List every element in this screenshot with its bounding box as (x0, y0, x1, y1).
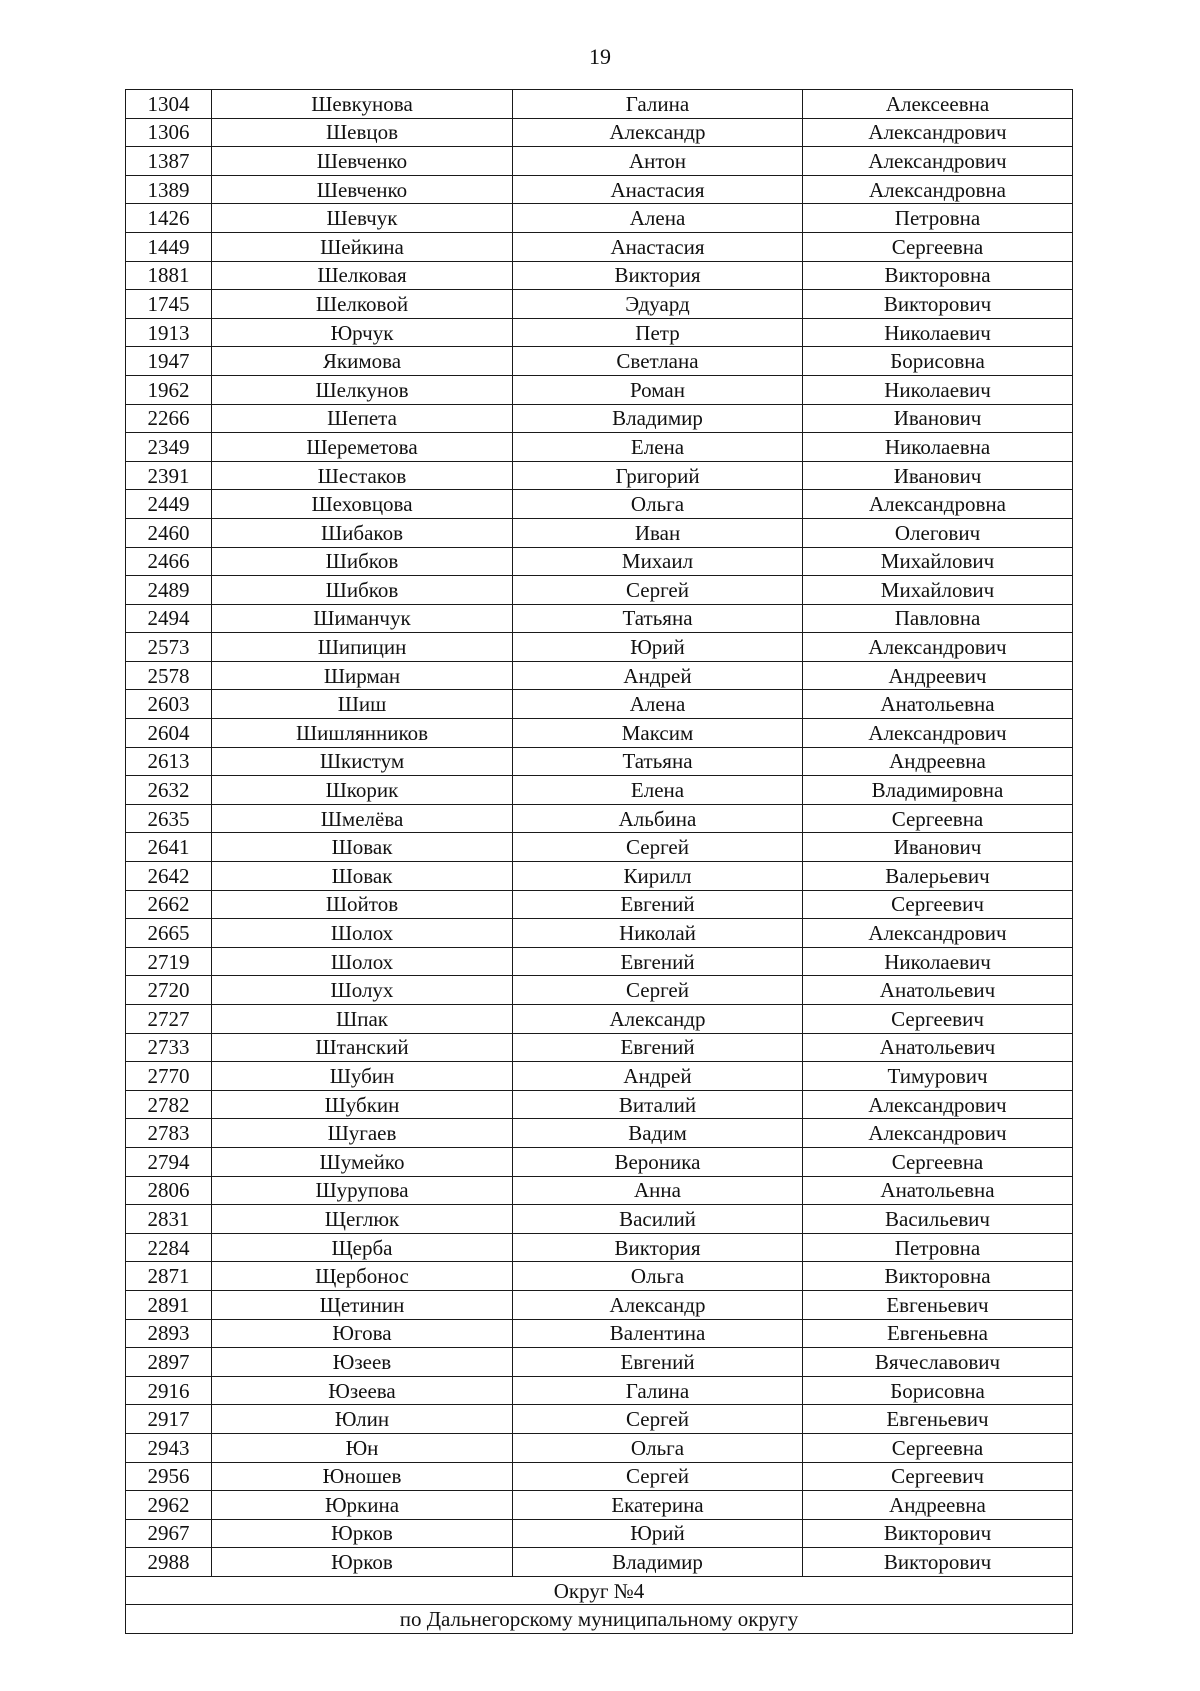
last-name: Шиш (212, 690, 513, 719)
table-row (126, 404, 1073, 433)
last-name: Шейкина (212, 232, 513, 261)
record-number: 2794 (126, 1147, 212, 1176)
first-name: Екатерина (513, 1491, 803, 1520)
table-row (126, 1233, 1073, 1262)
patronymic: Николаевич (803, 375, 1073, 404)
first-name: Евгений (513, 1348, 803, 1377)
table-row (126, 1147, 1073, 1176)
section-title-row (126, 1576, 1073, 1605)
table-row (126, 433, 1073, 462)
last-name: Шелковой (212, 290, 513, 319)
record-number: 2727 (126, 1005, 212, 1034)
first-name: Альбина (513, 804, 803, 833)
first-name: Виктория (513, 1233, 803, 1262)
first-name: Сергей (513, 833, 803, 862)
first-name: Михаил (513, 547, 803, 576)
patronymic: Викторовна (803, 261, 1073, 290)
patronymic: Викторович (803, 290, 1073, 319)
last-name: Шурупова (212, 1176, 513, 1205)
table-row (126, 576, 1073, 605)
record-number: 2967 (126, 1519, 212, 1548)
patronymic: Павловна (803, 604, 1073, 633)
patronymic: Иванович (803, 404, 1073, 433)
patronymic: Александрович (803, 719, 1073, 748)
page-number: 19 (589, 44, 611, 69)
patronymic: Сергеевна (803, 804, 1073, 833)
first-name: Кирилл (513, 862, 803, 891)
record-number: 2988 (126, 1548, 212, 1577)
patronymic: Михайлович (803, 547, 1073, 576)
first-name: Андрей (513, 661, 803, 690)
table-row (126, 604, 1073, 633)
patronymic: Александрович (803, 118, 1073, 147)
table-row (126, 1119, 1073, 1148)
first-name: Антон (513, 147, 803, 176)
first-name: Евгений (513, 1033, 803, 1062)
first-name: Андрей (513, 1062, 803, 1091)
table-row (126, 318, 1073, 347)
patronymic: Николаевна (803, 433, 1073, 462)
roster-table (125, 89, 1073, 1634)
record-number: 2573 (126, 633, 212, 662)
last-name: Юн (212, 1433, 513, 1462)
table-row (126, 1319, 1073, 1348)
record-number: 2613 (126, 747, 212, 776)
section-subtitle-row (126, 1605, 1073, 1634)
first-name: Петр (513, 318, 803, 347)
first-name: Елена (513, 776, 803, 805)
table-row (126, 1462, 1073, 1491)
first-name: Роман (513, 375, 803, 404)
last-name: Шепета (212, 404, 513, 433)
last-name: Шкорик (212, 776, 513, 805)
last-name: Шовак (212, 862, 513, 891)
first-name: Сергей (513, 1462, 803, 1491)
first-name: Эдуард (513, 290, 803, 319)
last-name: Шумейко (212, 1147, 513, 1176)
last-name: Щерба (212, 1233, 513, 1262)
record-number: 2578 (126, 661, 212, 690)
patronymic: Евгеньевич (803, 1290, 1073, 1319)
patronymic: Тимурович (803, 1062, 1073, 1091)
record-number: 1426 (126, 204, 212, 233)
section-title: Округ №4 (126, 1576, 1073, 1605)
patronymic: Иванович (803, 833, 1073, 862)
patronymic: Викторовна (803, 1262, 1073, 1291)
last-name: Шишлянников (212, 719, 513, 748)
last-name: Юзеев (212, 1348, 513, 1377)
record-number: 2460 (126, 518, 212, 547)
record-number: 1387 (126, 147, 212, 176)
patronymic: Вячеславович (803, 1348, 1073, 1377)
table-row (126, 1433, 1073, 1462)
patronymic: Андреевна (803, 747, 1073, 776)
patronymic: Анатольевна (803, 690, 1073, 719)
record-number: 2962 (126, 1491, 212, 1520)
first-name: Юрий (513, 1519, 803, 1548)
table-row (126, 1176, 1073, 1205)
record-number: 2266 (126, 404, 212, 433)
last-name: Юрков (212, 1548, 513, 1577)
patronymic: Анатольевич (803, 1033, 1073, 1062)
record-number: 2489 (126, 576, 212, 605)
table-row (126, 976, 1073, 1005)
last-name: Шелковая (212, 261, 513, 290)
first-name: Галина (513, 1376, 803, 1405)
patronymic: Борисовна (803, 1376, 1073, 1405)
record-number: 2783 (126, 1119, 212, 1148)
record-number: 2806 (126, 1176, 212, 1205)
record-number: 2665 (126, 919, 212, 948)
first-name: Алена (513, 690, 803, 719)
last-name: Югова (212, 1319, 513, 1348)
record-number: 1449 (126, 232, 212, 261)
record-number: 1962 (126, 375, 212, 404)
last-name: Шугаев (212, 1119, 513, 1148)
patronymic: Александрович (803, 633, 1073, 662)
last-name: Шевкунова (212, 90, 513, 119)
record-number: 2641 (126, 833, 212, 862)
patronymic: Владимировна (803, 776, 1073, 805)
patronymic: Николаевич (803, 318, 1073, 347)
last-name: Юрков (212, 1519, 513, 1548)
table-row (126, 1519, 1073, 1548)
record-number: 1881 (126, 261, 212, 290)
first-name: Максим (513, 719, 803, 748)
record-number: 2449 (126, 490, 212, 519)
table-row (126, 804, 1073, 833)
record-number: 2782 (126, 1090, 212, 1119)
table-row (126, 175, 1073, 204)
table-row (126, 719, 1073, 748)
first-name: Галина (513, 90, 803, 119)
table-row (126, 147, 1073, 176)
last-name: Шубин (212, 1062, 513, 1091)
table-row (126, 747, 1073, 776)
last-name: Шестаков (212, 461, 513, 490)
record-number: 2893 (126, 1319, 212, 1348)
last-name: Ширман (212, 661, 513, 690)
table-row (126, 518, 1073, 547)
first-name: Светлана (513, 347, 803, 376)
record-number: 2604 (126, 719, 212, 748)
patronymic: Михайлович (803, 576, 1073, 605)
table-row (126, 690, 1073, 719)
record-number: 2916 (126, 1376, 212, 1405)
last-name: Шиманчук (212, 604, 513, 633)
record-number: 1389 (126, 175, 212, 204)
patronymic: Сергеевна (803, 1433, 1073, 1462)
table-row (126, 118, 1073, 147)
last-name: Шибков (212, 547, 513, 576)
patronymic: Алексеевна (803, 90, 1073, 119)
record-number: 1913 (126, 318, 212, 347)
last-name: Шевченко (212, 147, 513, 176)
last-name: Шеховцова (212, 490, 513, 519)
record-number: 2632 (126, 776, 212, 805)
record-number: 2871 (126, 1262, 212, 1291)
patronymic: Александровна (803, 490, 1073, 519)
patronymic: Васильевич (803, 1205, 1073, 1234)
first-name: Сергей (513, 576, 803, 605)
first-name: Анастасия (513, 175, 803, 204)
record-number: 2391 (126, 461, 212, 490)
record-number: 2719 (126, 947, 212, 976)
last-name: Шевченко (212, 175, 513, 204)
patronymic: Викторович (803, 1519, 1073, 1548)
first-name: Александр (513, 1290, 803, 1319)
last-name: Шевчук (212, 204, 513, 233)
table-row (126, 947, 1073, 976)
record-number: 2943 (126, 1433, 212, 1462)
last-name: Щербонос (212, 1262, 513, 1291)
patronymic: Сергеевич (803, 890, 1073, 919)
table-row (126, 261, 1073, 290)
patronymic: Александрович (803, 1119, 1073, 1148)
last-name: Шибаков (212, 518, 513, 547)
patronymic: Евгеньевич (803, 1405, 1073, 1434)
first-name: Валентина (513, 1319, 803, 1348)
table-row (126, 375, 1073, 404)
patronymic: Петровна (803, 204, 1073, 233)
patronymic: Сергеевич (803, 1462, 1073, 1491)
table-row (126, 204, 1073, 233)
last-name: Штанский (212, 1033, 513, 1062)
last-name: Шовак (212, 833, 513, 862)
patronymic: Анатольевна (803, 1176, 1073, 1205)
table-row (126, 1491, 1073, 1520)
table-row (126, 1033, 1073, 1062)
patronymic: Александровна (803, 175, 1073, 204)
record-number: 1306 (126, 118, 212, 147)
first-name: Ольга (513, 1433, 803, 1462)
last-name: Якимова (212, 347, 513, 376)
record-number: 2897 (126, 1348, 212, 1377)
last-name: Шпак (212, 1005, 513, 1034)
table-row (126, 1262, 1073, 1291)
last-name: Шибков (212, 576, 513, 605)
patronymic: Анатольевич (803, 976, 1073, 1005)
last-name: Шолух (212, 976, 513, 1005)
record-number: 2917 (126, 1405, 212, 1434)
first-name: Евгений (513, 890, 803, 919)
last-name: Шойтов (212, 890, 513, 919)
table-row (126, 90, 1073, 119)
record-number: 2603 (126, 690, 212, 719)
record-number: 2466 (126, 547, 212, 576)
first-name: Анастасия (513, 232, 803, 261)
table-row (126, 1348, 1073, 1377)
table-row (126, 1548, 1073, 1577)
table-row (126, 1062, 1073, 1091)
last-name: Юношев (212, 1462, 513, 1491)
table-row (126, 1405, 1073, 1434)
record-number: 2349 (126, 433, 212, 462)
first-name: Николай (513, 919, 803, 948)
first-name: Александр (513, 1005, 803, 1034)
last-name: Шереметова (212, 433, 513, 462)
roster-body (126, 90, 1073, 1634)
patronymic: Сергеевич (803, 1005, 1073, 1034)
first-name: Владимир (513, 404, 803, 433)
last-name: Юркина (212, 1491, 513, 1520)
patronymic: Борисовна (803, 347, 1073, 376)
record-number: 1745 (126, 290, 212, 319)
record-number: 2720 (126, 976, 212, 1005)
last-name: Шевцов (212, 118, 513, 147)
patronymic: Сергеевна (803, 232, 1073, 261)
table-row (126, 919, 1073, 948)
record-number: 2662 (126, 890, 212, 919)
table-row (126, 547, 1073, 576)
section-subtitle: по Дальнегорскому муниципальному округу (126, 1605, 1073, 1634)
table-row (126, 461, 1073, 490)
patronymic: Александрович (803, 147, 1073, 176)
record-number: 2891 (126, 1290, 212, 1319)
first-name: Григорий (513, 461, 803, 490)
first-name: Алена (513, 204, 803, 233)
first-name: Виктория (513, 261, 803, 290)
first-name: Василий (513, 1205, 803, 1234)
first-name: Иван (513, 518, 803, 547)
record-number: 2733 (126, 1033, 212, 1062)
record-number: 2635 (126, 804, 212, 833)
patronymic: Петровна (803, 1233, 1073, 1262)
record-number: 2956 (126, 1462, 212, 1491)
last-name: Юлин (212, 1405, 513, 1434)
first-name: Вадим (513, 1119, 803, 1148)
table-row (126, 1205, 1073, 1234)
first-name: Виталий (513, 1090, 803, 1119)
patronymic: Евгеньевна (803, 1319, 1073, 1348)
patronymic: Валерьевич (803, 862, 1073, 891)
patronymic: Олегович (803, 518, 1073, 547)
patronymic: Николаевич (803, 947, 1073, 976)
table-row (126, 1090, 1073, 1119)
table-row (126, 833, 1073, 862)
first-name: Ольга (513, 490, 803, 519)
first-name: Елена (513, 433, 803, 462)
first-name: Сергей (513, 1405, 803, 1434)
first-name: Ольга (513, 1262, 803, 1291)
last-name: Шкистум (212, 747, 513, 776)
last-name: Шмелёва (212, 804, 513, 833)
table-row (126, 1005, 1073, 1034)
first-name: Евгений (513, 947, 803, 976)
table-row (126, 862, 1073, 891)
first-name: Татьяна (513, 604, 803, 633)
last-name: Шипицин (212, 633, 513, 662)
record-number: 2284 (126, 1233, 212, 1262)
last-name: Шолох (212, 919, 513, 948)
table-row (126, 633, 1073, 662)
patronymic: Иванович (803, 461, 1073, 490)
record-number: 2494 (126, 604, 212, 633)
record-number: 2770 (126, 1062, 212, 1091)
last-name: Шубкин (212, 1090, 513, 1119)
last-name: Шолох (212, 947, 513, 976)
record-number: 2831 (126, 1205, 212, 1234)
record-number: 2642 (126, 862, 212, 891)
patronymic: Андреевич (803, 661, 1073, 690)
first-name: Вероника (513, 1147, 803, 1176)
record-number: 1947 (126, 347, 212, 376)
table-row (126, 490, 1073, 519)
last-name: Щетинин (212, 1290, 513, 1319)
table-row (126, 890, 1073, 919)
table-row (126, 1290, 1073, 1319)
table-row (126, 661, 1073, 690)
patronymic: Александрович (803, 1090, 1073, 1119)
last-name: Юзеева (212, 1376, 513, 1405)
first-name: Сергей (513, 976, 803, 1005)
first-name: Александр (513, 118, 803, 147)
patronymic: Сергеевна (803, 1147, 1073, 1176)
patronymic: Викторович (803, 1548, 1073, 1577)
table-row (126, 290, 1073, 319)
last-name: Юрчук (212, 318, 513, 347)
last-name: Щеглюк (212, 1205, 513, 1234)
patronymic: Александрович (803, 919, 1073, 948)
table-row (126, 347, 1073, 376)
table-row (126, 776, 1073, 805)
first-name: Владимир (513, 1548, 803, 1577)
first-name: Юрий (513, 633, 803, 662)
table-row (126, 1376, 1073, 1405)
first-name: Татьяна (513, 747, 803, 776)
patronymic: Андреевна (803, 1491, 1073, 1520)
record-number: 1304 (126, 90, 212, 119)
first-name: Анна (513, 1176, 803, 1205)
last-name: Шелкунов (212, 375, 513, 404)
table-row (126, 232, 1073, 261)
